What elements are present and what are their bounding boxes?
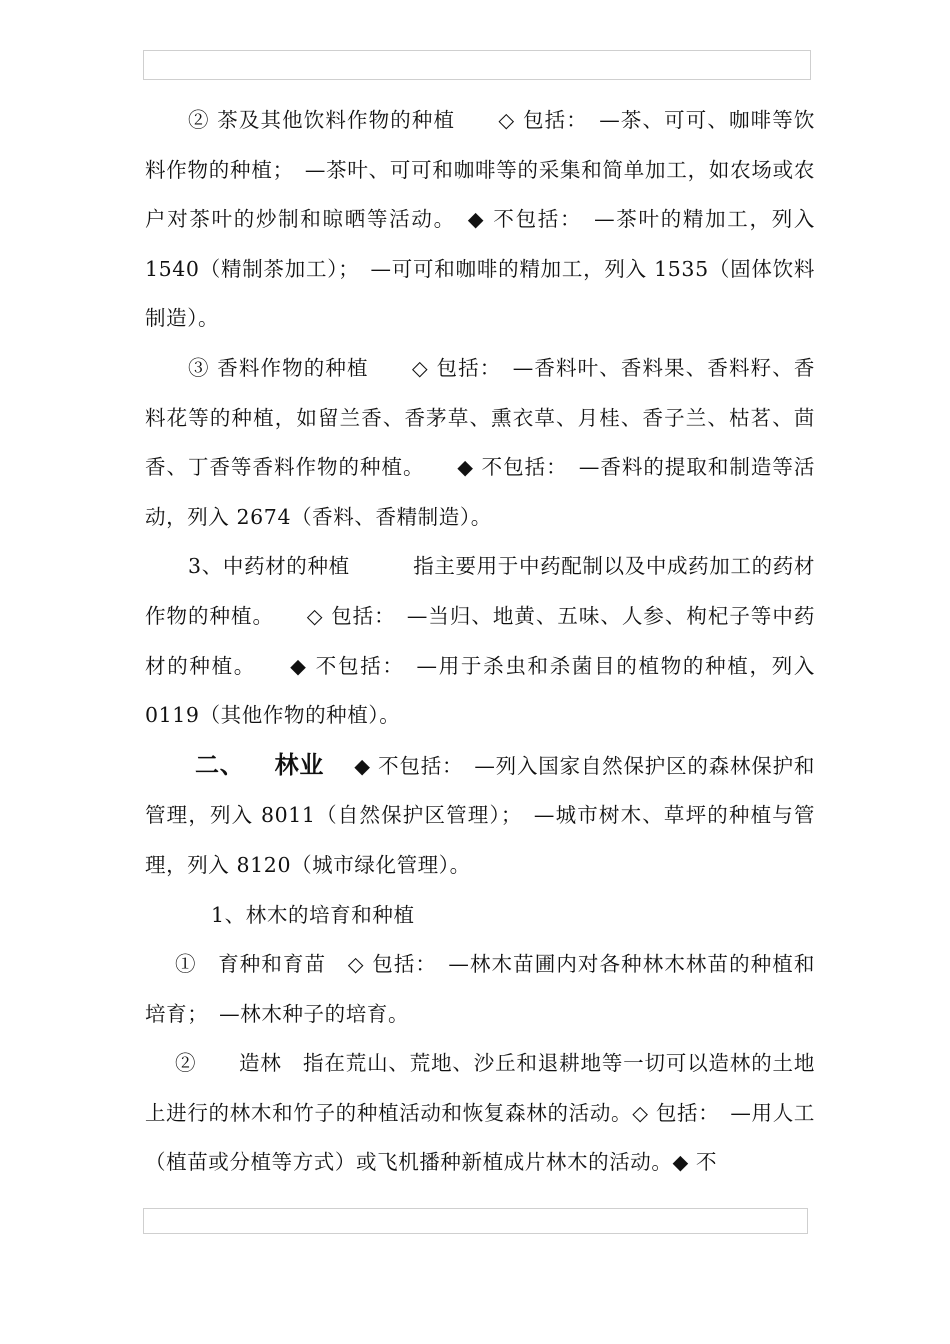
section-title: 林业 [274,750,325,779]
paragraph-spice-crops [145,344,815,542]
page-footer-box [143,1208,808,1234]
paragraph-text: ② 茶及其他饮料作物的种植 ◇ 包括： —茶、可可、咖啡等饮料作物的种植； —茶叶、可可和咖啡等的采集和简单加工，如农场或农户对茶叶的炒制和晾晒等活动。 ◆ 不包括： —茶叶的精加工，列入 1540（精制茶加工）； —可可和咖啡的精加工，列入 1535（固体饮料制造）。 [145,108,823,331]
paragraph-text: ◆ 不包括： —列入国家自然保护区的森林保护和管理，列入 8011（自然保护区管理）； —城市树木、草坪的种植与管理，列入 8120（城市绿化管理）。 [145,753,815,877]
page-header-box [143,50,811,80]
paragraph-text: 3、中药材的种植 指主要用于中药配制以及中成药加工的药材作物的种植。 ◇ 包括： —当归、地黄、五味、人参、枸杞子等中药材的种植。 ◆ 不包括： —用于杀虫和杀菌目的植物的种植，列入 0119（其他作物的种植）。 [145,554,823,728]
paragraph-tea-beverage-crops [145,96,823,344]
paragraph-afforestation [145,1039,815,1188]
paragraph-text: ③ 香料作物的种植 ◇ 包括： —香料叶、香料果、香料籽、香料花等的种植，如留兰香、香茅草、熏衣草、月桂、香子兰、枯茗、茴香、丁香等香料作物的种植。 ◆ 不包括： —香料的提取和制造等活动，列入 2674（香料、香精制造）。 [145,355,815,529]
paragraph-text: ① 育种和育苗 ◇ 包括： —林木苗圃内对各种林木林苗的种植和培育； —林木种子的培育。 [145,952,815,1026]
section-number: 二、 [195,750,245,779]
paragraph-text: ② 造林 指在荒山、荒地、沙丘和退耕地等一切可以造林的土地上进行的林木和竹子的种植活动和恢复森林的活动。◇ 包括： —用人工（植苗或分植等方式）或飞机播种新植成片林木的活动。◆ 不 [145,1051,815,1175]
section-forestry [145,741,815,891]
paragraph-chinese-medicinal-herbs [145,542,823,740]
document-body [145,96,823,1188]
paragraph-breeding-seedlings [145,940,815,1039]
subsection-title: 1、林木的培育和种植 [211,902,415,927]
subsection-heading-tree-cultivation [145,891,815,941]
